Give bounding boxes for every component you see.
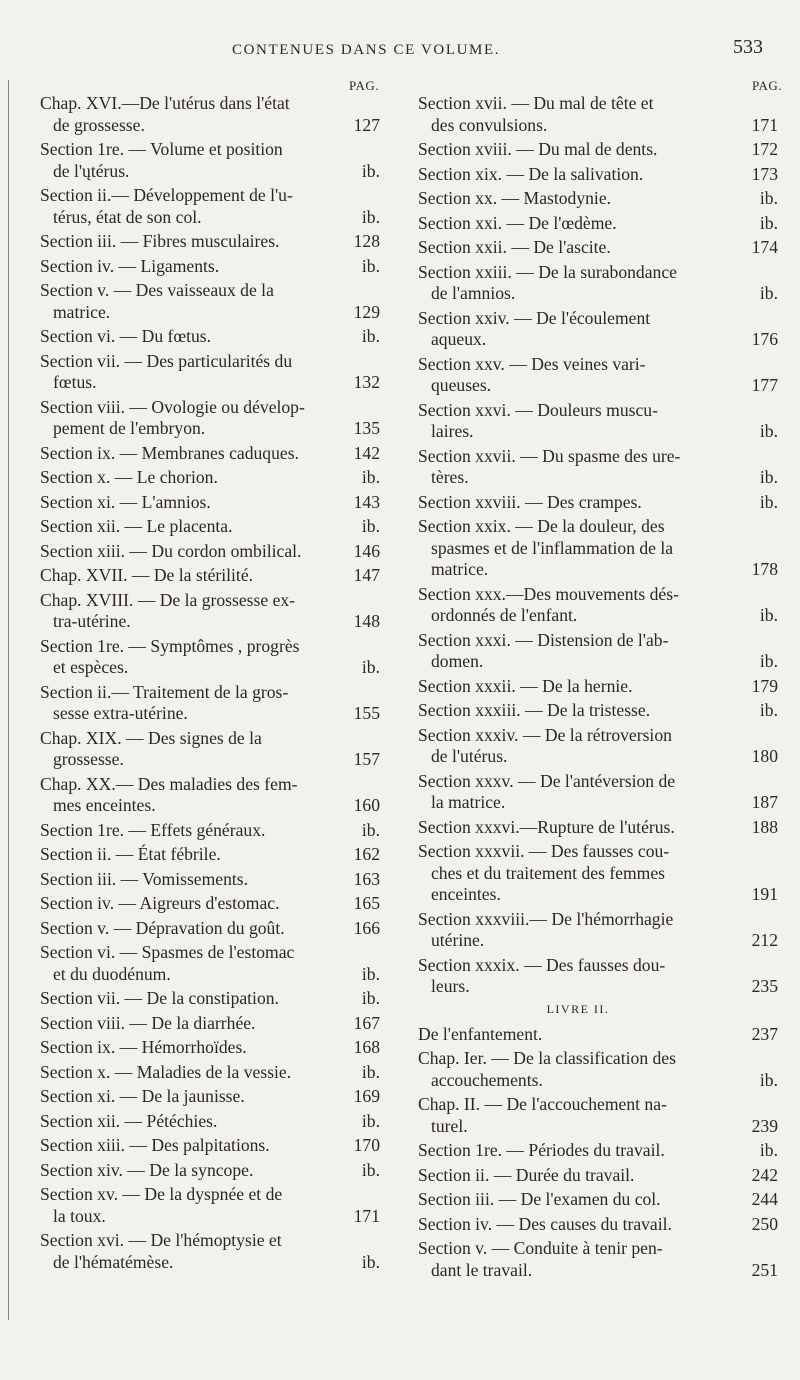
toc-entry-title: Section ix. — Hémorrhoïdes. [40,1037,247,1057]
toc-entry-title: Section ii. — Durée du travail. [418,1164,635,1185]
toc-entry-page: 143 [353,491,380,512]
toc-entry [40,280,380,323]
toc-entry [418,725,778,768]
toc-entry [418,237,778,259]
toc-entry-page: 239 [751,1115,778,1136]
toc-entry [40,869,380,891]
toc-entry-title: dant le travail. [431,1259,533,1280]
toc-entry-page: 148 [353,611,380,631]
toc-entry-title: ordonnés de l'enfant. [431,605,578,625]
toc-entry-title: Section xiii. — Des palpitations. [40,1135,270,1155]
toc-entry [418,139,778,161]
toc-entry-title: Section xxix. — De la douleur, des [418,516,665,536]
toc-entry [418,1165,778,1187]
toc-entry-title: queuses. [431,375,492,395]
toc-entry-page: 188 [751,816,778,837]
toc-entry-page: 187 [751,792,778,812]
toc-entry-page: ib. [759,1140,778,1160]
toc-entry [418,841,778,906]
toc-entry-page: 146 [353,540,380,561]
toc-entry-title: Section vi. — Du fœtus. [40,326,212,346]
toc-entry-page: ib. [759,421,778,441]
toc-entry-title: Section vi. — Spasmes de l'estomac [40,942,295,962]
toc-entry [40,565,380,587]
toc-entry-page: 180 [751,746,778,766]
toc-entry [418,771,778,814]
toc-entry-page: 179 [751,675,778,696]
toc-entry-title: Section xv. — De la dyspnée et de [40,1184,283,1204]
toc-entry-page: ib. [759,1069,778,1090]
toc-entry [418,446,778,489]
toc-entry [418,584,778,627]
toc-entry-page: 155 [353,703,380,723]
toc-entry [40,231,380,253]
toc-entry-title: Section v. — Conduite à tenir pen- [418,1238,663,1258]
toc-entry-title: Section vii. — De la constipation. [40,988,279,1008]
toc-entry [40,326,380,348]
toc-entry-page: 176 [751,329,778,349]
toc-entry-title: Section vii. — Des particularités du [40,350,293,371]
toc-entry-page: 244 [751,1189,778,1209]
toc-entry-title: leurs. [431,976,470,996]
toc-entry-title: Section xxii. — De l'ascite. [418,237,611,257]
toc-entry-title: accouchements. [431,1069,543,1090]
pag-label-left: PAG. [349,78,380,93]
toc-entry-page: 171 [751,114,778,135]
toc-entry-title: Section xxvii. — Du spasme des ure- [418,445,681,466]
toc-entry [40,893,380,915]
toc-entry-page: ib. [759,605,778,625]
toc-entry [40,774,380,817]
toc-entry-title: laires. [431,421,474,441]
toc-entry-title: Section 1re. — Effets généraux. [40,819,266,840]
toc-entry-title: aqueux. [431,329,487,349]
toc-entry-page: 212 [751,930,778,950]
toc-entry [40,1135,380,1157]
toc-entry [418,354,778,397]
toc-entry [40,541,380,563]
toc-right-entries [418,93,778,998]
toc-entry-page: ib. [759,212,778,233]
toc-entry-title: matrice. [53,301,111,322]
toc-entry-title: Section v. — Des vaisseaux de la [40,280,274,300]
toc-entry [40,492,380,514]
toc-entry [418,1189,778,1211]
toc-entry-page: ib. [361,819,380,840]
toc-entry-page: ib. [759,491,778,512]
toc-entry-page: 172 [751,139,778,159]
toc-entry-title: Section iv. — Ligaments. [40,255,220,276]
toc-entry [40,1062,380,1084]
toc-entry-title: Section 1re. — Symptômes , progrès [40,635,300,656]
toc-entry [418,308,778,351]
toc-entry-title: Section xvi. — De l'hémoptysie et [40,1230,282,1250]
toc-entry [40,590,380,633]
toc-entry-title: des convulsions. [431,114,548,135]
toc-entry-page: 129 [353,301,380,322]
toc-entry-title: Section xxxi. — Distension de l'ab- [418,629,669,650]
toc-entry-title: Section xiii. — Du cordon ombilical. [40,540,302,561]
toc-entry-page: ib. [361,657,380,677]
toc-entry [40,918,380,940]
toc-entry-title: Section xxi. — De l'œdème. [418,212,617,233]
toc-entry-title: de grossesse. [53,114,145,135]
toc-entry-title: Section xxxviii.— De l'hémorrhagie [418,908,674,929]
book-heading: LIVRE II. [546,1001,610,1016]
toc-entry-title: enceintes. [431,884,501,904]
toc-entry-page: 169 [353,1086,380,1106]
toc-entry-page: 147 [353,565,380,585]
toc-entry-page: 251 [751,1259,778,1280]
toc-entry-page: 237 [751,1023,778,1044]
toc-entry-title: tra-utérine. [53,611,131,631]
toc-entry [418,1140,778,1162]
toc-entry-page: ib. [759,651,778,671]
toc-entry-page: ib. [361,467,380,487]
toc-entry-title: Section xxiv. — De l'écoulement [418,307,651,328]
toc-entry-title: Chap. II. — De l'accouchement na- [418,1094,667,1114]
toc-entry [418,262,778,305]
toc-entry [40,256,380,278]
running-head: CONTENUES DANS CE VOLUME. [232,42,501,58]
toc-entry-page: 173 [751,163,778,184]
toc-entry-title: Section ii.— Traitement de la gros- [40,681,289,702]
toc-entry [418,164,778,186]
toc-entry [418,93,778,136]
toc-entry-page: ib. [361,1110,380,1131]
toc-entry [418,400,778,443]
toc-entry-title: de l'utérus. [431,746,508,766]
toc-entry [40,1160,380,1182]
toc-entry-page: 178 [751,559,778,579]
toc-entry [40,185,380,228]
toc-entry-title: turel. [431,1115,468,1136]
toc-entry-title: pement de l'embryon. [53,418,206,438]
toc-entry-page: 166 [353,917,380,938]
toc-entry [40,1013,380,1035]
toc-entry-page: ib. [361,1061,380,1082]
toc-entry [40,1037,380,1059]
toc-entry-page: 177 [751,375,778,395]
toc-entry-title: spasmes et de l'inflammation de la [431,537,674,558]
toc-entry-page: ib. [361,160,380,181]
toc-entry-page: 250 [751,1213,778,1234]
toc-entry-page: 127 [353,114,380,135]
toc-entry [40,467,380,489]
toc-entry-page: 168 [353,1037,380,1057]
toc-entry-title: Section ii. — État fébrile. [40,844,221,864]
toc-right-entries-after [418,1024,778,1282]
toc-entry-title: Section xviii. — Du mal de dents. [418,139,658,159]
toc-entry-title: Section xxviii. — Des crampes. [418,491,642,512]
page-number: 533 [733,36,763,58]
toc-entry [40,93,380,136]
toc-entry-title: mes enceintes. [53,795,156,815]
toc-entry-title: Section xxiii. — De la surabondance [418,261,677,282]
toc-entry-title: domen. [431,651,484,671]
toc-entry-title: Section xxxii. — De la hernie. [418,675,633,696]
toc-entry-title: Section xi. — L'amnios. [40,491,211,512]
toc-entry-title: grossesse. [53,749,124,769]
toc-entry-title: Section iii. — Fibres musculaires. [40,231,280,251]
toc-entry-title: Section iii. — Vomissements. [40,868,249,889]
toc-entry-title: Section xxxix. — Des fausses dou- [418,954,666,975]
toc-entry [40,1111,380,1133]
toc-entry-title: Section viii. — Ovologie ou dévelop- [40,396,305,417]
toc-entry-title: Section xxxiv. — De la rétroversion [418,724,672,745]
toc-entry [40,397,380,440]
toc-entry [40,988,380,1010]
toc-entry-page: 167 [353,1012,380,1033]
toc-entry [418,213,778,235]
toc-entry-page: ib. [361,1159,380,1180]
toc-entry-title: Section xix. — De la salivation. [418,163,644,184]
toc-entry-page: 170 [353,1135,380,1155]
toc-entry-title: Section iv. — Aigreurs d'estomac. [40,893,280,913]
toc-entry-page: ib. [361,326,380,346]
toc-entry-page: 128 [353,231,380,251]
toc-entry-title: Section iii. — De l'examen du col. [418,1189,661,1209]
toc-entry-page: ib. [361,988,380,1008]
toc-entry-title: et espèces. [53,657,129,677]
toc-entry [40,844,380,866]
toc-entry-title: Section ii.— Développement de l'u- [40,185,293,205]
toc-entry-page: 162 [353,844,380,864]
toc-entry-title: Section xxv. — Des veines vari- [418,353,646,374]
toc-entry-title: Chap. XIX. — Des signes de la [40,727,262,748]
toc-entry-title: sesse extra-utérine. [53,703,188,723]
toc-entry-page: 157 [353,749,380,769]
toc-entry-page: 163 [353,868,380,889]
toc-entry-title: la toux. [53,1205,106,1226]
toc-entry [418,188,778,210]
toc-entry-page: 174 [751,237,778,257]
toc-entry [40,728,380,771]
toc-entry-title: de l'amnios. [431,283,516,303]
toc-entry-title: Section xx. — Mastodynie. [418,188,612,208]
toc-entry-title: Chap. XX.— Des maladies des fem- [40,773,298,794]
toc-entry [40,636,380,679]
toc-entry [40,1184,380,1227]
toc-entry-title: Section 1re. — Volume et position [40,139,283,159]
toc-entry-title: Section xii. — Pétéchies. [40,1110,218,1131]
toc-entry-title: et du duodénum. [53,963,171,984]
toc-entry-page: ib. [759,188,778,208]
toc-entry-title: ches et du traitement des femmes [431,862,666,883]
toc-entry-title: Chap. Ier. — De la classification des [418,1048,676,1068]
toc-entry-title: Section 1re. — Périodes du travail. [418,1140,665,1160]
toc-entry [418,630,778,673]
toc-entry-title: matrice. [431,559,489,579]
toc-entry-title: térus, état de son col. [53,206,202,227]
toc-entry-title: De l'enfantement. [418,1023,543,1044]
toc-entry-page: 132 [353,372,380,392]
toc-entry [418,676,778,698]
toc-entry-title: Section xvii. — Du mal de tête et [418,93,654,113]
toc-entry-title: de l'ųtérus. [53,160,130,181]
toc-entry-page: ib. [361,516,380,536]
toc-entry-page: 135 [353,418,380,438]
toc-entry-title: Section xxxiii. — De la tristesse. [418,700,651,720]
toc-entry-title: Section xiv. — De la syncope. [40,1159,254,1180]
toc-entry-title: Section xxx.—Des mouvements dés- [418,583,679,604]
toc-entry-title: Section xxxv. — De l'antéversion de [418,770,676,791]
toc-entry [418,1048,778,1091]
toc-entry-page: 142 [353,442,380,463]
toc-entry-page: 171 [353,1205,380,1226]
toc-entry-page: ib. [759,700,778,720]
toc-entry-title: utérine. [431,930,485,950]
toc-entry [418,1094,778,1137]
toc-column-left [40,93,380,1276]
toc-entry-title: Section ix. — Membranes caduques. [40,442,299,463]
toc-entry-title: Section x. — Maladies de la vessie. [40,1061,292,1082]
toc-entry [418,492,778,514]
toc-entry [40,139,380,182]
toc-entry-page: ib. [361,963,380,984]
toc-entry-title: Section iv. — Des causes du travail. [418,1213,672,1234]
toc-entry-title: la matrice. [431,792,506,812]
toc-entry [418,1024,778,1046]
toc-entry-title: Section xxvi. — Douleurs muscu- [418,399,658,420]
toc-entry-title: fœtus. [53,372,97,392]
toc-entry [40,351,380,394]
toc-entry-title: Section x. — Le chorion. [40,467,218,487]
toc-entry-title: Section v. — Dépravation du goût. [40,917,285,938]
toc-entry [418,955,778,998]
toc-entry [40,516,380,538]
toc-entry-title: Chap. XVI.—De l'utérus dans l'état [40,93,290,113]
toc-entry [40,820,380,842]
toc-entry [40,443,380,465]
toc-entry [40,682,380,725]
toc-entry-title: Section viii. — De la diarrhée. [40,1012,256,1033]
toc-entry-title: Chap. XVII. — De la stérilité. [40,565,254,585]
toc-entry-page: ib. [361,255,380,276]
toc-entry [40,1230,380,1273]
toc-entry [418,700,778,722]
toc-entry-page: ib. [361,1251,380,1272]
toc-entry-title: tères. [431,467,469,487]
toc-entry-title: Chap. XVIII. — De la grossesse ex- [40,589,296,610]
toc-entry-page: 235 [751,976,778,996]
toc-entry-title: Section xi. — De la jaunisse. [40,1086,245,1106]
toc-entry [40,1086,380,1108]
toc-entry-page: ib. [361,206,380,227]
toc-column-right [418,93,778,1284]
toc-entry-page: 242 [751,1164,778,1185]
toc-entry [418,817,778,839]
toc-entry-page: ib. [759,467,778,487]
toc-entry-title: Section xii. — Le placenta. [40,516,233,536]
toc-entry-page: 165 [353,893,380,913]
toc-entry [418,516,778,581]
toc-entry [40,942,380,985]
toc-entry-title: de l'hématémèse. [53,1251,174,1272]
toc-entry-page: ib. [759,283,778,303]
toc-entry-page: 191 [751,884,778,904]
toc-entry [418,1214,778,1236]
toc-entry [418,909,778,952]
toc-entry-title: Section xxxvii. — Des fausses cou- [418,841,670,861]
toc-entry-page: 160 [353,795,380,815]
left-margin-rule [8,80,9,1320]
pag-label-right: PAG. [752,78,783,93]
toc-entry [418,1238,778,1281]
toc-entry-title: Section xxxvi.—Rupture de l'utérus. [418,816,675,837]
